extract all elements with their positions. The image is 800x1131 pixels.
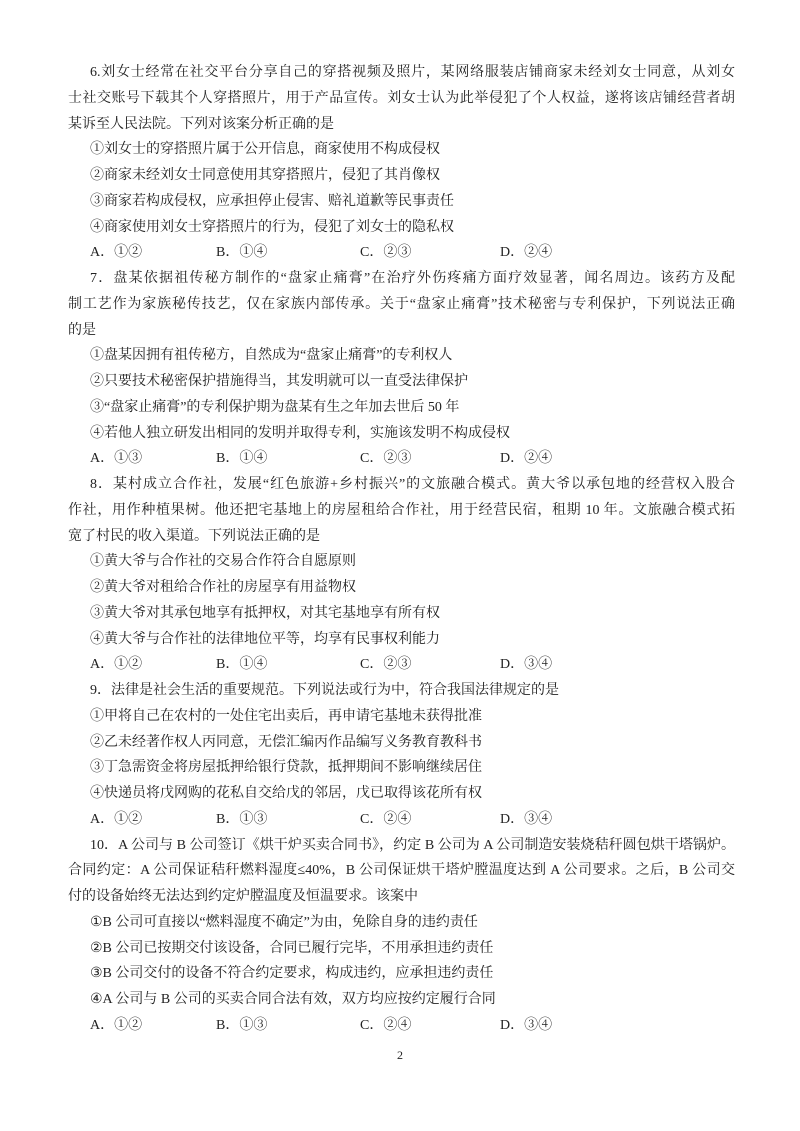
question-7 [68,266,735,472]
question-stem-line: 8．某村成立合作社，发展“红色旅游+乡村振兴”的文旅融合模式。黄大爷以承包地的经营权入股合 [90,477,735,492]
question-6 [68,60,735,266]
question-stem-line: 的是 [68,322,96,338]
question-8 [68,472,735,678]
choice-d: D．②④ [500,451,553,467]
answer-choices [68,652,735,678]
choice-d: D．③④ [500,1017,553,1033]
statement-4: ④黄大爷与合作社的法律地位平等，均享有民事权利能力 [90,631,440,647]
exam-content [68,60,735,1039]
choice-d: D．③④ [500,811,553,827]
choice-a: A．①② [90,1017,143,1033]
statement-3: ③丁急需资金将房屋抵押给银行贷款，抵押期间不影响继续居住 [90,760,482,776]
choice-c: C．②③ [360,451,412,467]
statement-2: ②只要技术秘密保护措施得当，其发明就可以一直受法律保护 [90,374,468,389]
question-stem-line: 制工艺作为家族秘传技艺，仅在家族内部传承。关于“盘家止痛膏”技术秘密与专利保护，下列说法正确 [68,296,735,312]
choice-d: D．②④ [500,245,553,261]
choice-a: A．①② [90,245,143,261]
statement-1: ①刘女士的穿搭照片属于公开信息，商家使用不构成侵权 [90,142,440,158]
question-stem-line: 宽了村民的收入渠道。下列说法正确的是 [68,528,320,544]
question-stem-line: 士社交账号下载其个人穿搭照片，用于产品宣传。刘女士认为此举侵犯了个人权益，遂将该店铺经营者胡 [68,90,735,106]
statement-1: ①黄大爷与合作社的交易合作符合自愿原则 [90,554,356,570]
question-stem-line: 9．法律是社会生活的重要规范。下列说法或行为中，符合我国法律规定的是 [90,683,559,698]
question-10 [68,833,735,1039]
statement-1: ①盘某因拥有祖传秘方，自然成为“盘家止痛膏”的专利权人 [90,348,453,364]
statement-4: ④快递员将戊网购的花私自交给戊的邻居，戊已取得该花所有权 [90,786,482,801]
statement-3: ③黄大爷对其承包地享有抵押权，对其宅基地享有所有权 [90,605,440,621]
statement-1: ①B 公司可直接以“燃料湿度不确定”为由，免除自身的违约责任 [90,914,478,930]
answer-choices [68,1013,735,1039]
choice-b: B．①④ [216,245,268,261]
question-stem-line: 作社，用作种植果树。他还把宅基地上的房屋租给合作社，用于经营民宿，租期 10 年。文旅融合模式拓 [68,502,735,518]
choice-b: B．①④ [216,451,268,467]
choice-c: C．②③ [360,245,412,261]
choice-c: C．②④ [360,1017,412,1033]
choice-b: B．①④ [216,657,268,673]
statement-4: ④商家使用刘女士穿搭照片的行为，侵犯了刘女士的隐私权 [90,219,454,235]
answer-choices [68,446,735,472]
statement-2: ②黄大爷对租给合作社的房屋享有用益物权 [90,580,356,595]
statement-3: ③“盘家止痛膏”的专利保护期为盘某有生之年加去世后 50 年 [90,399,460,415]
question-stem-line: 某诉至人民法院。下列对该案分析正确的是 [68,116,334,132]
choice-d: D．③④ [500,657,553,673]
statement-4: ④A 公司与 B 公司的买卖合同合法有效，双方均应按约定履行合同 [90,992,496,1007]
statement-2: ②B 公司已按期交付该设备，合同已履行完毕，不用承担违约责任 [90,940,494,956]
question-stem-line: 合同约定：A 公司保证秸秆燃料湿度≤40%，B 公司保证烘干塔炉膛温度达到 A 公司要求。之后，B 公司交 [68,863,735,879]
choice-c: C．②④ [360,811,412,827]
choice-b: B．①③ [216,811,268,827]
statement-3: ③商家若构成侵权，应承担停止侵害、赔礼道歉等民事责任 [90,193,454,209]
question-stem-line: 10．A 公司与 B 公司签订《烘干炉买卖合同书》，约定 B 公司为 A 公司制造安装烧秸秆圆包烘干塔锅炉。 [90,837,735,853]
choice-a: A．①② [90,811,143,827]
statement-2: ②商家未经刘女士同意使用其穿搭照片，侵犯了其肖像权 [90,168,440,183]
statement-1: ①甲将自己在农村的一处住宅出卖后，再申请宅基地未获得批准 [90,708,482,724]
choice-c: C．②③ [360,657,412,673]
answer-choices [68,240,735,266]
question-stem-line: 7．盘某依据祖传秘方制作的“盘家止痛膏”在治疗外伤疼痛方面疗效显著，闻名周边。该药方及配 [90,271,735,286]
choice-b: B．①③ [216,1017,268,1033]
statement-3: ③B 公司交付的设备不符合约定要求，构成违约，应承担违约责任 [90,966,494,982]
choice-a: A．①③ [90,451,143,467]
page-number: 2 [397,1048,403,1062]
choice-a: A．①② [90,657,143,673]
question-stem-line: 6.刘女士经常在社交平台分享自己的穿搭视频及照片，某网络服装店铺商家未经刘女士同意，从刘女 [90,65,735,80]
question-9 [68,678,735,833]
answer-choices [68,807,735,833]
statement-2: ②乙未经著作权人丙同意，无偿汇编丙作品编写义务教育教科书 [90,734,482,750]
statement-4: ④若他人独立研发出相同的发明并取得专利，实施该发明不构成侵权 [90,425,510,441]
question-stem-line: 付的设备始终无法达到约定炉膛温度及恒温要求。该案中 [68,889,418,904]
